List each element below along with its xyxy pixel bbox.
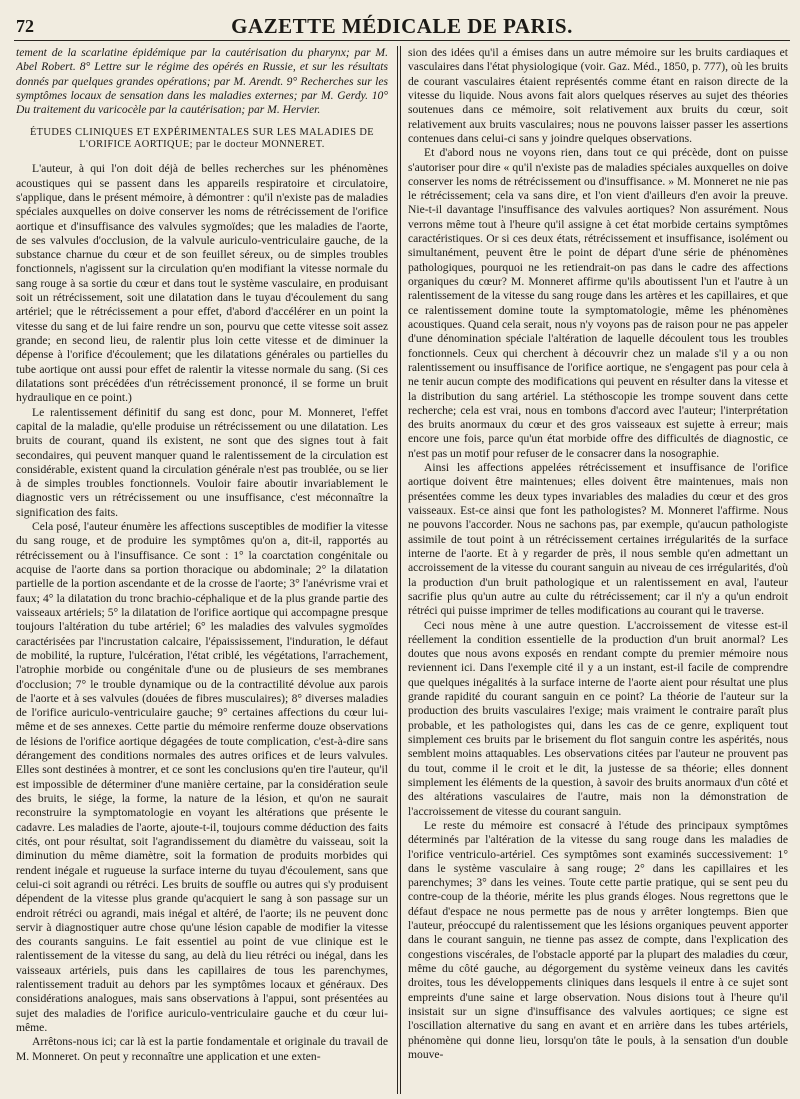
paragraph: L'auteur, à qui l'on doit déjà de belles recherches sur les phénomènes acoustiques qui se passent dans les appareils respiratoire et circulatoire, s'applique, dans le présent mémoire, à démontrer : qu'il n'existe pas de maladies spéciales auxquelles on doive conserver les noms de rétrécissement de l'orifice aortique et d'insuffisance des valvules sygmoïdes; que les maladies de l'aorte, de ses valvules d'occlusion, de la valvule auriculo-ventriculaire gauche, de la substance charnue du cœur et de son feuillet séreux, ou de simples troubles fonctionnels, n'agissent sur la circulation qu'en modifiant la vitesse normale du sang rouge à sa sortie du cœur et dans tout le système vasculaire, en produisant soit un rétrécissement, soit une dilatation dans le tuyau d'écoulement du sang artériel; que le rétrécissement a pour effet, d'abord d'accélérer en un point la vitesse du sang et de lui faire rendre un son, pourvu que cette vitesse soit assez grande; en second lieu, de ralentir plus loin cette vitesse et de diminuer la dépense à l'orifice d'écoulement; que les dilatations générales ou partielles du tube aortique ont aussi pour effet de ralentir la vitesse normale du sang. (Si ces dilatations sont précédées d'un rétrécissement prononcé, il se forme un bruit hydraulique en ce point.) <box>16 162 388 405</box>
right-column <box>408 46 788 1094</box>
continuation-text: tement de la scarlatine épidémique par la cautérisation du pharynx; par M. Abel Robert. 8° Lettre sur le régime des opérés en Russie, et sur les résultats donnés par quelques grandes opérations; par M. Arendt. 9° Recherches sur les symptômes locaux de sensation dans les maladies externes; par M. Gerdy. 10° Du traitement du varicocèle par la cautérisation; par M. Hervier. <box>16 46 388 117</box>
page-number: 72 <box>16 16 34 36</box>
paragraph: Le reste du mémoire est consacré à l'étude des principaux symptômes déterminés par l'altération de la vitesse du sang rouge dans les maladies de l'orifice ventriculo-artériel. Ces symptômes sont examinés successivement: 1° dans le système vasculaire à sang rouge; 2° dans les capillaires et les parenchymes; 3° dans les veines. Toute cette partie pratique, qui se sent peu du contre-coup de la théorie, mérite les plus grands éloges. Nous regrettons que le défaut d'espace ne nous permette pas de nous y arrêter longtemps. Bien que l'auteur, préoccupé du ralentissement que les lésions organiques peuvent apporter dans le courant sanguin, ne tienne pas assez de compte, dans l'explication des congestions viscérales, de l'obstacle apporté par la plupart des maladies du cœur, même du côté gauche, au dégorgement du système veineux dans les cavités droites, tous les développements cliniques dans lesquels il entre à ce sujet sont empreints d'une saine et large observation. Nous disions tout à l'heure qu'il insistait sur un signe d'insuffisance des valvules aortiques; ce signe est l'oscillation alternative du sang en avant et en arrière dans les tubes artériels, phénomène qui donne lieu, lorsqu'on tâte le pouls, à la sensation d'un double mouve- <box>408 818 788 1061</box>
paragraph: Cela posé, l'auteur énumère les affections susceptibles de modifier la vitesse du sang rouge, et de produire les symptômes qu'on a, dit-il, rapportés au rétrécissement ou à l'insuffisance. Ce sont : 1° la coarctation congénitale ou acquise de l'aorte dans sa portion thoracique ou abdominale; 2° la dilatation partielle de la portion ascendante et de la crosse de l'aorte; 3° l'anévrisme vrai et faux; 4° la dilatation du tronc brachio-céphalique et de la plus grande partie des vaisseaux artériels; 5° la dilatation de l'orifice aortique qui accompagne presque toujours l'altération du tube artériel; 6° les maladies des valvules sygmoïdes caractérisées par l'incrustation calcaire, l'épaississement, l'induration, le défaut de mobilité, la rupture, l'ulcération, l'état criblé, les végétations, l'arrachement, l'atrophie morbide ou congénitale d'une ou de plusieurs de ses membranes d'occlusion; 7° le trouble dynamique ou de la contractilité dévolue aux parois de l'aorte et à ses valvules (douées de fibres musculaires); 8° diverses maladies de l'orifice auriculo-ventriculaire gauche; 9° certaines affections du cœur lui-même et de ses annexes. Cette partie du mémoire renferme douze observations de lésions de l'orifice aortique dégagées de toute complication, c'est-à-dire sans dérangement des conditions normales des autres orifices et de leurs valvules. Elles sont destinées à montrer, et ce sont les conclusions qu'en tire l'auteur, qu'il est impossible de déterminer d'une manière certaine, par la considération seule des bruits, le siége, la forme, la nature de la lésion, et qu'on ne saurait reconstruire la symptomatologie en voyant les altérations que présente le cadavre. Les maladies de l'aorte, ajoute-t-il, toujours comme déduction des faits cités, ont pour résultat, soit l'agrandissement du diamètre du vaisseau, soit la diminution du même diamètre, soit la formation de produits morbides qui rendent inégale et rugueuse la surface interne du tuyau d'écoulement, sans que celui-ci soit agrandi ou rétréci. Les bruits de souffle ou autres qui s'y produisent dépendent de la vitesse plus grande qu'acquiert le sang à son passage sur un endroit rétréci ou agrandi, mais inégal et altéré, de l'aorte; ils ne peuvent donc servir à diagnostiquer autre chose qu'une lésion capable de modifier la vitesse des courants sanguins. Le fait essentiel au point de vue clinique est le ralentissement de la vitesse du sang, au delà du lieu rétréci ou inégal, dans les vaisseaux artériels, puis dans les capillaires de tous les parenchymes, ralentissement traduit au dehors par les symptômes locaux et généraux. Des considérations analogues, mais sans observations à l'appui, sont présentées au sujet des maladies de l'orifice auriculo-ventriculaire gauche et du cœur lui-même. <box>16 520 388 1034</box>
paragraph: Le ralentissement définitif du sang est donc, pour M. Monneret, l'effet capital de la maladie, qu'elle produise un rétrécissement ou une dilatation. Les bruits de courant, quand ils existent, ne sont que des signes tout à fait secondaires, qui peuvent manquer quand le ralentissement de la circulation est considérable, existent quand la circulation générale n'est pas troublée, ou se lier à de simples troubles fonctionnels. Vouloir faire aboutir invariablement le diagnostic vers un rétrécissement ou une insuffisance, c'est méconnaître la signification des faits. <box>16 405 388 519</box>
column-divider <box>400 46 401 1094</box>
paragraph: sion des idées qu'il a émises dans un autre mémoire sur les bruits cardiaques et vasculaires dans l'état physiologique (voir. Gaz. Méd., 1850, p. 777), où les bruits de courant vasculaires étaient représentés comme étant en raison directe de la vitesse du liquide. Nous avons fait alors quelques réserves au sujet des théories soutenues dans ce mémoire, soit relativement aux bruits du cœur, soit relativement aux bruits vasculaires; nous ne pouvons laisser passer les assertions contenues dans celui-ci sans y joindre quelques observations. <box>408 46 788 145</box>
paragraph: Et d'abord nous ne voyons rien, dans tout ce qui précède, dont on puisse s'autoriser pour dire « qu'il n'existe pas de maladies spéciales auxquelles on doive conserver les noms de rétrécissement ou d'insuffisance. » M. Monneret ne nie pas le rétrécissement; cela va sans dire, et l'on vient d'ailleurs d'en avoir la preuve. Nie-t-il davantage l'insuffisance des valvules aortiques? Non assurément. Nous verrons même tout à l'heure qu'il assigne à cet état morbide certains symptômes caractéristiques. Or si ces deux états, rétrécissement et insuffisance, isolément ou simultanément, peuvent être le point de départ d'une série de phénomènes pathologiques, pourquoi ne les retiendrait-on pas dans le cadre des affections organiques du cœur? M. Monneret affirme qu'ils aboutissent l'un et l'autre à un ralentissement de la vitesse du sang rouge dans les artères et les capillaires, et que ce ralentissement domine toute la symptomatologie, même les phénomènes acoustiques. Quand cela serait, nous n'y voyons pas de raison pour ne pas appeler d'une dénomination spéciale l'altération de laquelle découlent tous les troubles fonctionnels. Ceux qui cherchent à découvrir chez un malade s'il y a ou non ralentissement ou insuffisance de l'orifice aortique, ne s'engagent pas pour cela à ne tenir aucun compte des modifications qui peuvent en résulter dans la vitesse et la distribution du sang artériel. La stéthoscopie les trompe souvent dans cette recherche; cela est vrai, nous en tombons d'accord avec l'auteur; l'interprétation des bruits anormaux du cœur et des gros vaisseaux est sujette à erreur; mais encore une fois, parce qu'un état morbide offre des difficultés de diagnostic, ce n'est pas un motif pour refuser de le consacrer dans la nosographie. <box>408 146 788 460</box>
page-header <box>14 14 790 41</box>
column-divider <box>397 46 398 1094</box>
paragraph: Arrêtons-nous ici; car là est la partie fondamentale et originale du travail de M. Monneret. On peut y reconnaître une application et une exten- <box>16 1035 388 1063</box>
paragraph: Ceci nous mène à une autre question. L'accroissement de vitesse est-il réellement la condition essentielle de la production d'un bruit anormal? Les doutes que nous avons exposés en rendant compte du premier mémoire nous reviennent ici. Dans l'exemple cité il y a un instant, est-il facile de comprendre que quelques inégalités à la surface interne de l'aorte aient pour résultat une plus grande rapidité du courant sanguin en ce point? La théorie de l'auteur sur la production des bruits vasculaires l'exige; mais vraiment le contraire paraît plus probable, et les pathologistes qui, dans les cas de ce genre, expliquent tout simplement ces bruits par le brisement du flot sanguin contre les aspérités, nous semblent moins attaquables. Les observations citées par l'auteur ne prouvent pas du tout, comme il le croit et le dit, la justesse de sa théorie; elles donnent simplement les éléments de la question, à savoir des bruits anormaux d'un côté et des altérations vasculaires de l'autre, mais non la démonstration de l'accroissement de vitesse du courant sanguin. <box>408 618 788 818</box>
journal-title: GAZETTE MÉDICALE DE PARIS. <box>231 14 573 38</box>
section-title: ÉTUDES CLINIQUES ET EXPÉRIMENTALES SUR LES MALADIES DE L'ORIFICE AORTIQUE; par le docteur MONNERET. <box>29 126 375 151</box>
paragraph: Ainsi les affections appelées rétrécissement et insuffisance de l'orifice aortique doivent être maintenues; elles doivent être maintenues, mais non présentées comme les deux types invariables des maladies du cœur et des gros vaisseaux. Est-ce ainsi que font les pathologistes? M. Monneret l'affirme. Nous ne pouvons l'accorder. Nous ne sachons pas, par exemple, qu'aucun pathologiste assimile de tout point à un rétrécissement certaines irrégularités de la surface interne de l'aorte. Et à y regarder de près, il nous semble qu'en admettant un accroissement de la vitesse du courant sanguin au niveau de ces irrégularités, d'où la production d'un bruit pathologique et un ralentissement en aval, l'auteur sacrifie plus qu'un autre au culte du rétrécissement; car il n'y a qu'un endroit rétréci qui puisse imprimer de telles modifications au courant qui le traverse. <box>408 461 788 618</box>
left-column <box>16 46 388 1094</box>
